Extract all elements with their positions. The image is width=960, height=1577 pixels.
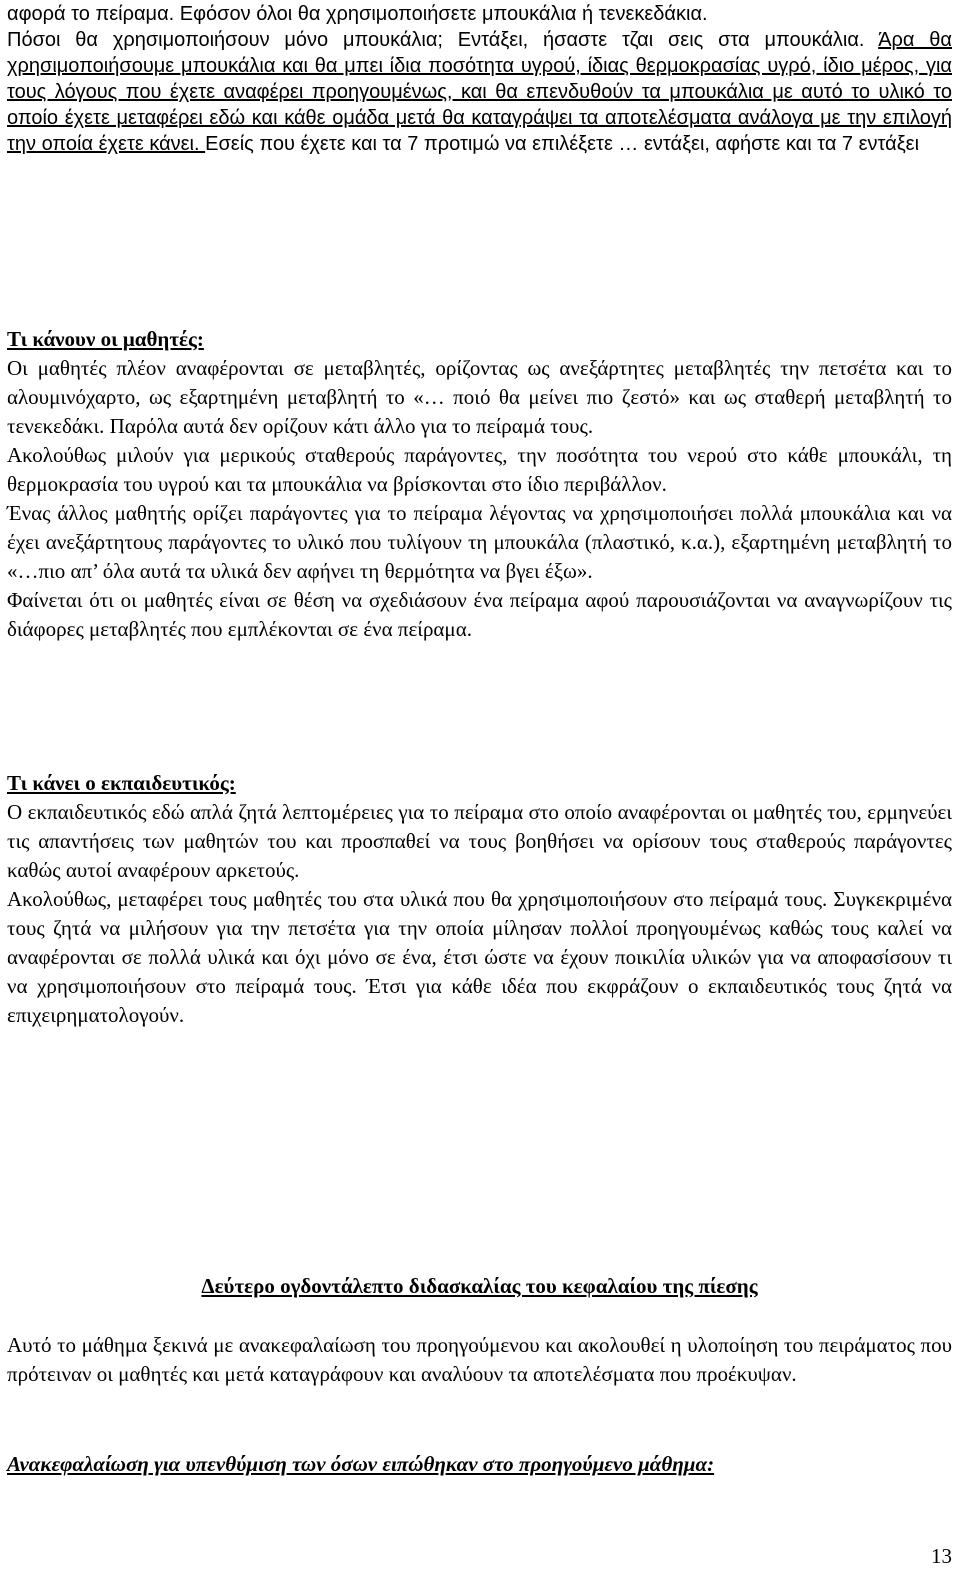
students-paragraph-1: Οι μαθητές πλέον αναφέρονται σε μεταβλητές, ορίζοντας ως ανεξάρτητες μεταβλητές την πετσέτα και το αλουμινόχαρτο, ως εξαρτημένη μεταβλητή το «… ποιό θα μείνει πιο ζεστό» και ως σταθερή μεταβλητή το τενεκεδάκι. Παρόλα αυτά δεν ορίζουν κάτι άλλο για το πείραμά τους.	[7, 356, 952, 438]
intro-line-3: μπουκάλια.	[764, 29, 879, 51]
teacher-heading: Τι κάνει ο εκπαιδευτικός:	[7, 771, 236, 795]
section-paragraph: Αυτό το μάθημα ξεκινά με ανακεφαλαίωση του προηγούμενου και ακολουθεί η υλοποίηση του πειράματος που πρότειναν οι μαθητές και μετά καταγράφουν και αναλύουν τα αποτελέσματα που προέκυψαν.	[7, 1333, 952, 1386]
intro-paragraph	[7, 1, 952, 157]
intro-line-1: αφορά το πείραμα. Εφόσον όλοι θα χρησιμοποιήσετε μπουκάλια ή τενεκεδάκια.	[7, 3, 708, 25]
teacher-section	[7, 769, 952, 1030]
students-paragraph-4: Φαίνεται ότι οι μαθητές είναι σε θέση να σχεδιάσουν ένα πείραμα αφού παρουσιάζονται να αναγνωρίζουν τις διάφορες μεταβλητές που εμπλέκονται σε ένα πείραμα.	[7, 588, 952, 641]
intro-underlined-text: Άρα θα χρησιμοποιήσουμε μπουκάλια και θα μπει ίδια ποσότητα υγρού, ίδιας θερμοκρασίας υγρό, ίδιο μέρος, για τους λόγους που έχετε αναφέρει προηγουμένως, και θα επενδυθούν τα μπουκάλια με αυτό το υλικό το οποίο έχετε μεταφέρει εδώ και κάθε ομάδα μετά θα καταγράψει τα αποτελέσματα ανάλογα με την επιλογή την οποία έχετε κάνει.	[7, 29, 952, 155]
students-section	[7, 325, 952, 644]
section-title: Δεύτερο ογδοντάλεπτο διδασκαλίας του κεφαλαίου της πίεσης	[201, 1274, 758, 1298]
teacher-paragraph-2: Ακολούθως, μεταφέρει τους μαθητές του στα υλικά που θα χρησιμοποιήσουν στο πείραμά τους. Συγκεκριμένα τους ζητά να μιλήσουν για την πετσέτα για την οποία μίλησαν πολλοί προηγουμένως καθώς τους καλεί να αναφέρονται σε πολλά υλικά και όχι μόνο σε ένα, έτσι ώστε να έχουν ποικιλία υλικών για να αποφασίσουν τι να χρησιμοποιήσουν στο πείραμά τους. Έτσι για κάθε ιδέα που εκφράζουν ο εκπαιδευτικός τους ζητά να επιχειρηματολογούν.	[7, 887, 952, 1027]
students-heading: Τι κάνουν οι μαθητές:	[7, 327, 204, 351]
teacher-paragraph-1: Ο εκπαιδευτικός εδώ απλά ζητά λεπτομέρειες για το πείραμα στο οποίο αναφέρονται οι μαθητές του, ερμηνεύει τις απαντήσεις των μαθητών του και προσπαθεί να τους βοηθήσει να ορίσουν τους σταθερούς παράγοντες καθώς αυτοί αναφέρουν αρκετούς.	[7, 800, 952, 882]
page-number: 13	[931, 1544, 952, 1568]
intro-tail-text: Εσείς που έχετε και τα 7 προτιμώ να επιλέξετε … εντάξει, αφήστε και τα 7 εντάξει	[205, 133, 920, 155]
intro-line-2: Πόσοι θα χρησιμοποιήσουν μόνο μπουκάλια; Εντάξει, ήσαστε τζαι σεις στα	[7, 29, 750, 51]
students-paragraph-3: Ένας άλλος μαθητής ορίζει παράγοντες για το πείραμα λέγοντας να χρησιμοποιήσει πολλά μπουκάλια και να έχει ανεξάρτητους παράγοντες το υλικό που τυλίγουν τη μπουκάλα (πλαστικό, κ.α.), εξαρτημένη μεταβλητή το «…πιο απ’ όλα αυτά τα υλικά δεν αφήνει τη θερμότητα να βγει έξω».	[7, 501, 952, 583]
students-paragraph-2: Ακολούθως μιλούν για μερικούς σταθερούς παράγοντες, την ποσότητα του νερού στο κάθε μπουκάλι, τη θερμοκρασία του υγρού και τα μπουκάλια να βρίσκονται στο ίδιο περιβάλλον.	[7, 443, 952, 496]
section-subheading: Ανακεφαλαίωση για υπενθύμιση των όσων ειπώθηκαν στο προηγούμενο μάθημα:	[7, 1452, 715, 1476]
